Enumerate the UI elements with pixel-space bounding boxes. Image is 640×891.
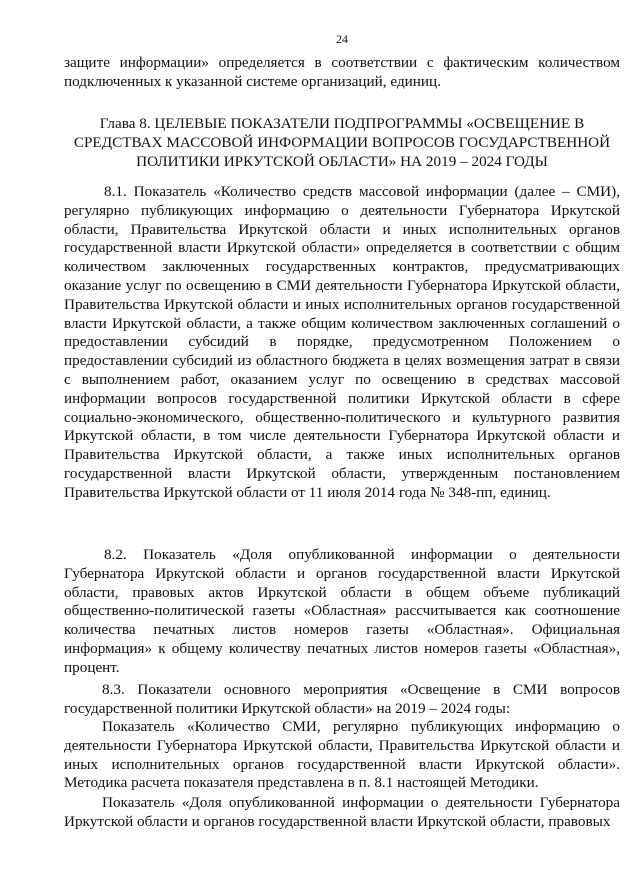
paragraph-8-1: 8.1. Показатель «Количество средств массовой информации (далее – СМИ), регулярно публикующих информацию о деятельности Губернатора Иркутской области, Правительства Иркутской области и иных исполнительных органов государственной власти Иркутской области» определяется в соответствии с общим количеством заключенных государственных контрактов, предусматривающих оказание услуг по освещению в СМИ деятельности Губернатора Иркутской области, Правительства Иркутской области и иных исполнительных органов государственной власти Иркутской области, а также общим количеством заключенных соглашений о предоставлении субсидий в порядке, предусмотренном Положением о предоставлении субсидий из областного бюджета в целях возмещения затрат в связи с выполнением работ, оказанием услуг по освещению в средствах массовой информации вопросов государственной политики Иркутской области в сфере социально-экономического, общественно-политического и культурного развития Иркутской области, в том числе деятельности Губернатора Иркутской области и Правительства Иркутской области, а также иных исполнительных органов государственной власти Иркутской области, утвержденным постановлением Правительства Иркутской области от 11 июля 2014 года № 348-пп, единиц. xyxy=(64,183,620,501)
paragraph-indicator-share: Показатель «Доля опубликованной информации о деятельности Губернатора Иркутской области и органов государственной власти Иркутской области, правовых xyxy=(64,794,620,830)
paragraph-8-3: 8.3. Показатели основного мероприятия «Освещение в СМИ вопросов государственной политики Иркутской области» на 2019 – 2024 годы: xyxy=(64,681,620,717)
chapter-title: Глава 8. ЦЕЛЕВЫЕ ПОКАЗАТЕЛИ ПОДПРОГРАММЫ «ОСВЕЩЕНИЕ В СРЕДСТВАХ МАССОВОЙ ИНФОРМАЦИИ ВОПРОСОВ ГОСУДАРСТВЕННОЙ ПОЛИТИКИ ИРКУТСКОЙ ОБЛАСТИ» НА 2019 – 2024 ГОДЫ xyxy=(73,115,611,170)
page-number: 24 xyxy=(336,32,348,46)
paragraph-indicator-smi: Показатель «Количество СМИ, регулярно публикующих информацию о деятельности Губернатора Иркутской области, Правительства Иркутской области и иных исполнительных органов государственной власти Иркутской области». Методика расчета показателя представлена в п. 8.1 настоящей Методики. xyxy=(64,718,620,792)
intro-paragraph: защите информации» определяется в соответствии с фактическим количеством подключенных к указанной системе организаций, единиц. xyxy=(64,54,620,90)
paragraph-8-2: 8.2. Показатель «Доля опубликованной информации о деятельности Губернатора Иркутской области и органов государственной власти Иркутской области, правовых актов Иркутской области в общем объеме публикаций общественно-политической газеты «Областная» рассчитывается как соотношение количества печатных листов номеров газеты «Областная». Официальная информация» к общему количеству печатных листов номеров газеты «Областная», процент. xyxy=(64,546,620,676)
